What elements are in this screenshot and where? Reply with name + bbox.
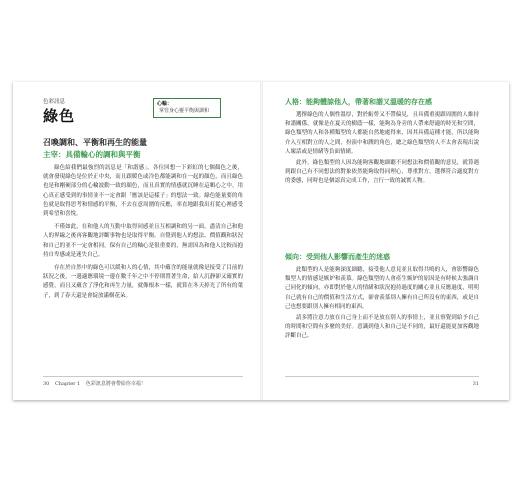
right-page-footer	[285, 376, 479, 387]
chapter-title: 色彩訊息將會帶給你幸福！	[85, 381, 146, 387]
section-label: 色彩訊息	[43, 99, 66, 105]
subhead: 主宰：具備輪心的調和與平衡	[43, 150, 141, 159]
paragraph: 此外，綠色類型的人因為能夠客觀地細聽不同想法和價值觀的意見，就算遇到跟自己有不同想法的對象依然能夠取得同理心，尊重對方，選擇符合適度對方的委態，同時也是個認真完成工作，言行一致的誠實人物。	[285, 160, 479, 185]
section-subhead: 傾向：受到他人影響而產生的迷惑	[285, 252, 390, 261]
left-page	[13, 82, 260, 400]
page-number: 30	[43, 381, 50, 387]
keyword-box-text: 掌管身心靈平衡與調和	[159, 108, 210, 114]
section-title: 召喚調和、平衡和再生的能量	[43, 137, 147, 147]
tendency-section	[285, 252, 479, 342]
section-subhead: 人格：能夠體諒他人，帶著和諧又溫暖的存在感	[285, 97, 432, 106]
paragraph: 選擇綠色的人個性溫厚，對於虧勞又不帶偏見，且具備重視跟周圍的人維持和諧關係，就像是在夏天的樹蔭一樣，能夠為身旁的人帶來舒適的時光和空間，綠色類型的人和各種類型的人都能自然地處得來，因其具備這種才能，所以能夠介入互相對立的人之間，扮演中和潤的角色，總之綠色類型的人不太會表現出說人壞話或是情緒等負面情緒。	[285, 112, 479, 155]
personality-section	[285, 97, 479, 187]
paragraph: 存在於自然中的綠色可以緩和人的心情，其中蘊含的能量就像是接受了目前的狀況之後，一邊適應環境一邊在數千年之中不停則置著生命，給人沉靜卻又確實的感覺，而且又蘊含了淨化和再生力量，就像根本一樣，就算在冬天掉光了所有的葉子，到了春天還是會綻放滿樹花朵。	[43, 265, 243, 299]
left-page-footer	[43, 376, 243, 387]
right-page	[263, 82, 509, 400]
page-number: 31	[472, 381, 479, 387]
paragraph: 綠色給我們最強烈的訊息是「和諧感」。各位回想一下彩虹的七個顏色之後，就會發現綠色是位於正中央，而且跟暖色或冷色都能調和在一起的顏色，而且綠色也是和剛硬部分的心輪波動一致的顏色，而且真實的情感就沉睡在這顆心之中。用心真正感受到的事情並不一定會跟「應該是這樣子」的想法一致。綠色能量要的角色就是取得思考和情感的平衡，不去在意周圍的反應，率直地跟我出打從心裡感受到希望和喜悅。	[43, 165, 243, 218]
color-title: 綠色	[43, 107, 76, 125]
chapter-number: Chapter 1	[54, 381, 81, 387]
book-spread	[13, 82, 509, 400]
keyword-box	[153, 98, 221, 118]
left-body-text	[43, 164, 243, 305]
paragraph: 不僅如此，在和他人的互動中取得同感並且互相調和的另一面，盡清自己和他人的界線之後再客觀地評斷事物也是取得平衡。自覺到他人的想法、價值觀和狀況和自己的並不一定會相同，保有自己的軸心是很重要的，無需因為和他人比較而抱持自卑感或是迷失自己。	[43, 224, 243, 258]
keyword-box-label: 心輪：	[157, 101, 173, 107]
paragraph: 此類型的人是能夠深度細聽，接受他人意見並且取得共鳴的人，會影響綠色類型人的情感是嫉妒和羨慕。綠色類型的人會產生嫉妒的原因是有時候太強調自己同化的傾向，亦即對於他人的情緒和狀況抱持過度的關心並且反應過度，明明自己就有自己的價值和生活方式，卻會羨慕別人擁有自己所沒有的東西，或是自己也想要跟別人擁有相同的東西。	[285, 267, 479, 310]
paragraph: 請多將注意力放在自己身上而不是放在別人的事情上，並且察覺到給予自己的時間和空間有多麼的美好。意識到他人和自己是不同的，最好還能更加客觀地評斷自己。	[285, 315, 479, 340]
